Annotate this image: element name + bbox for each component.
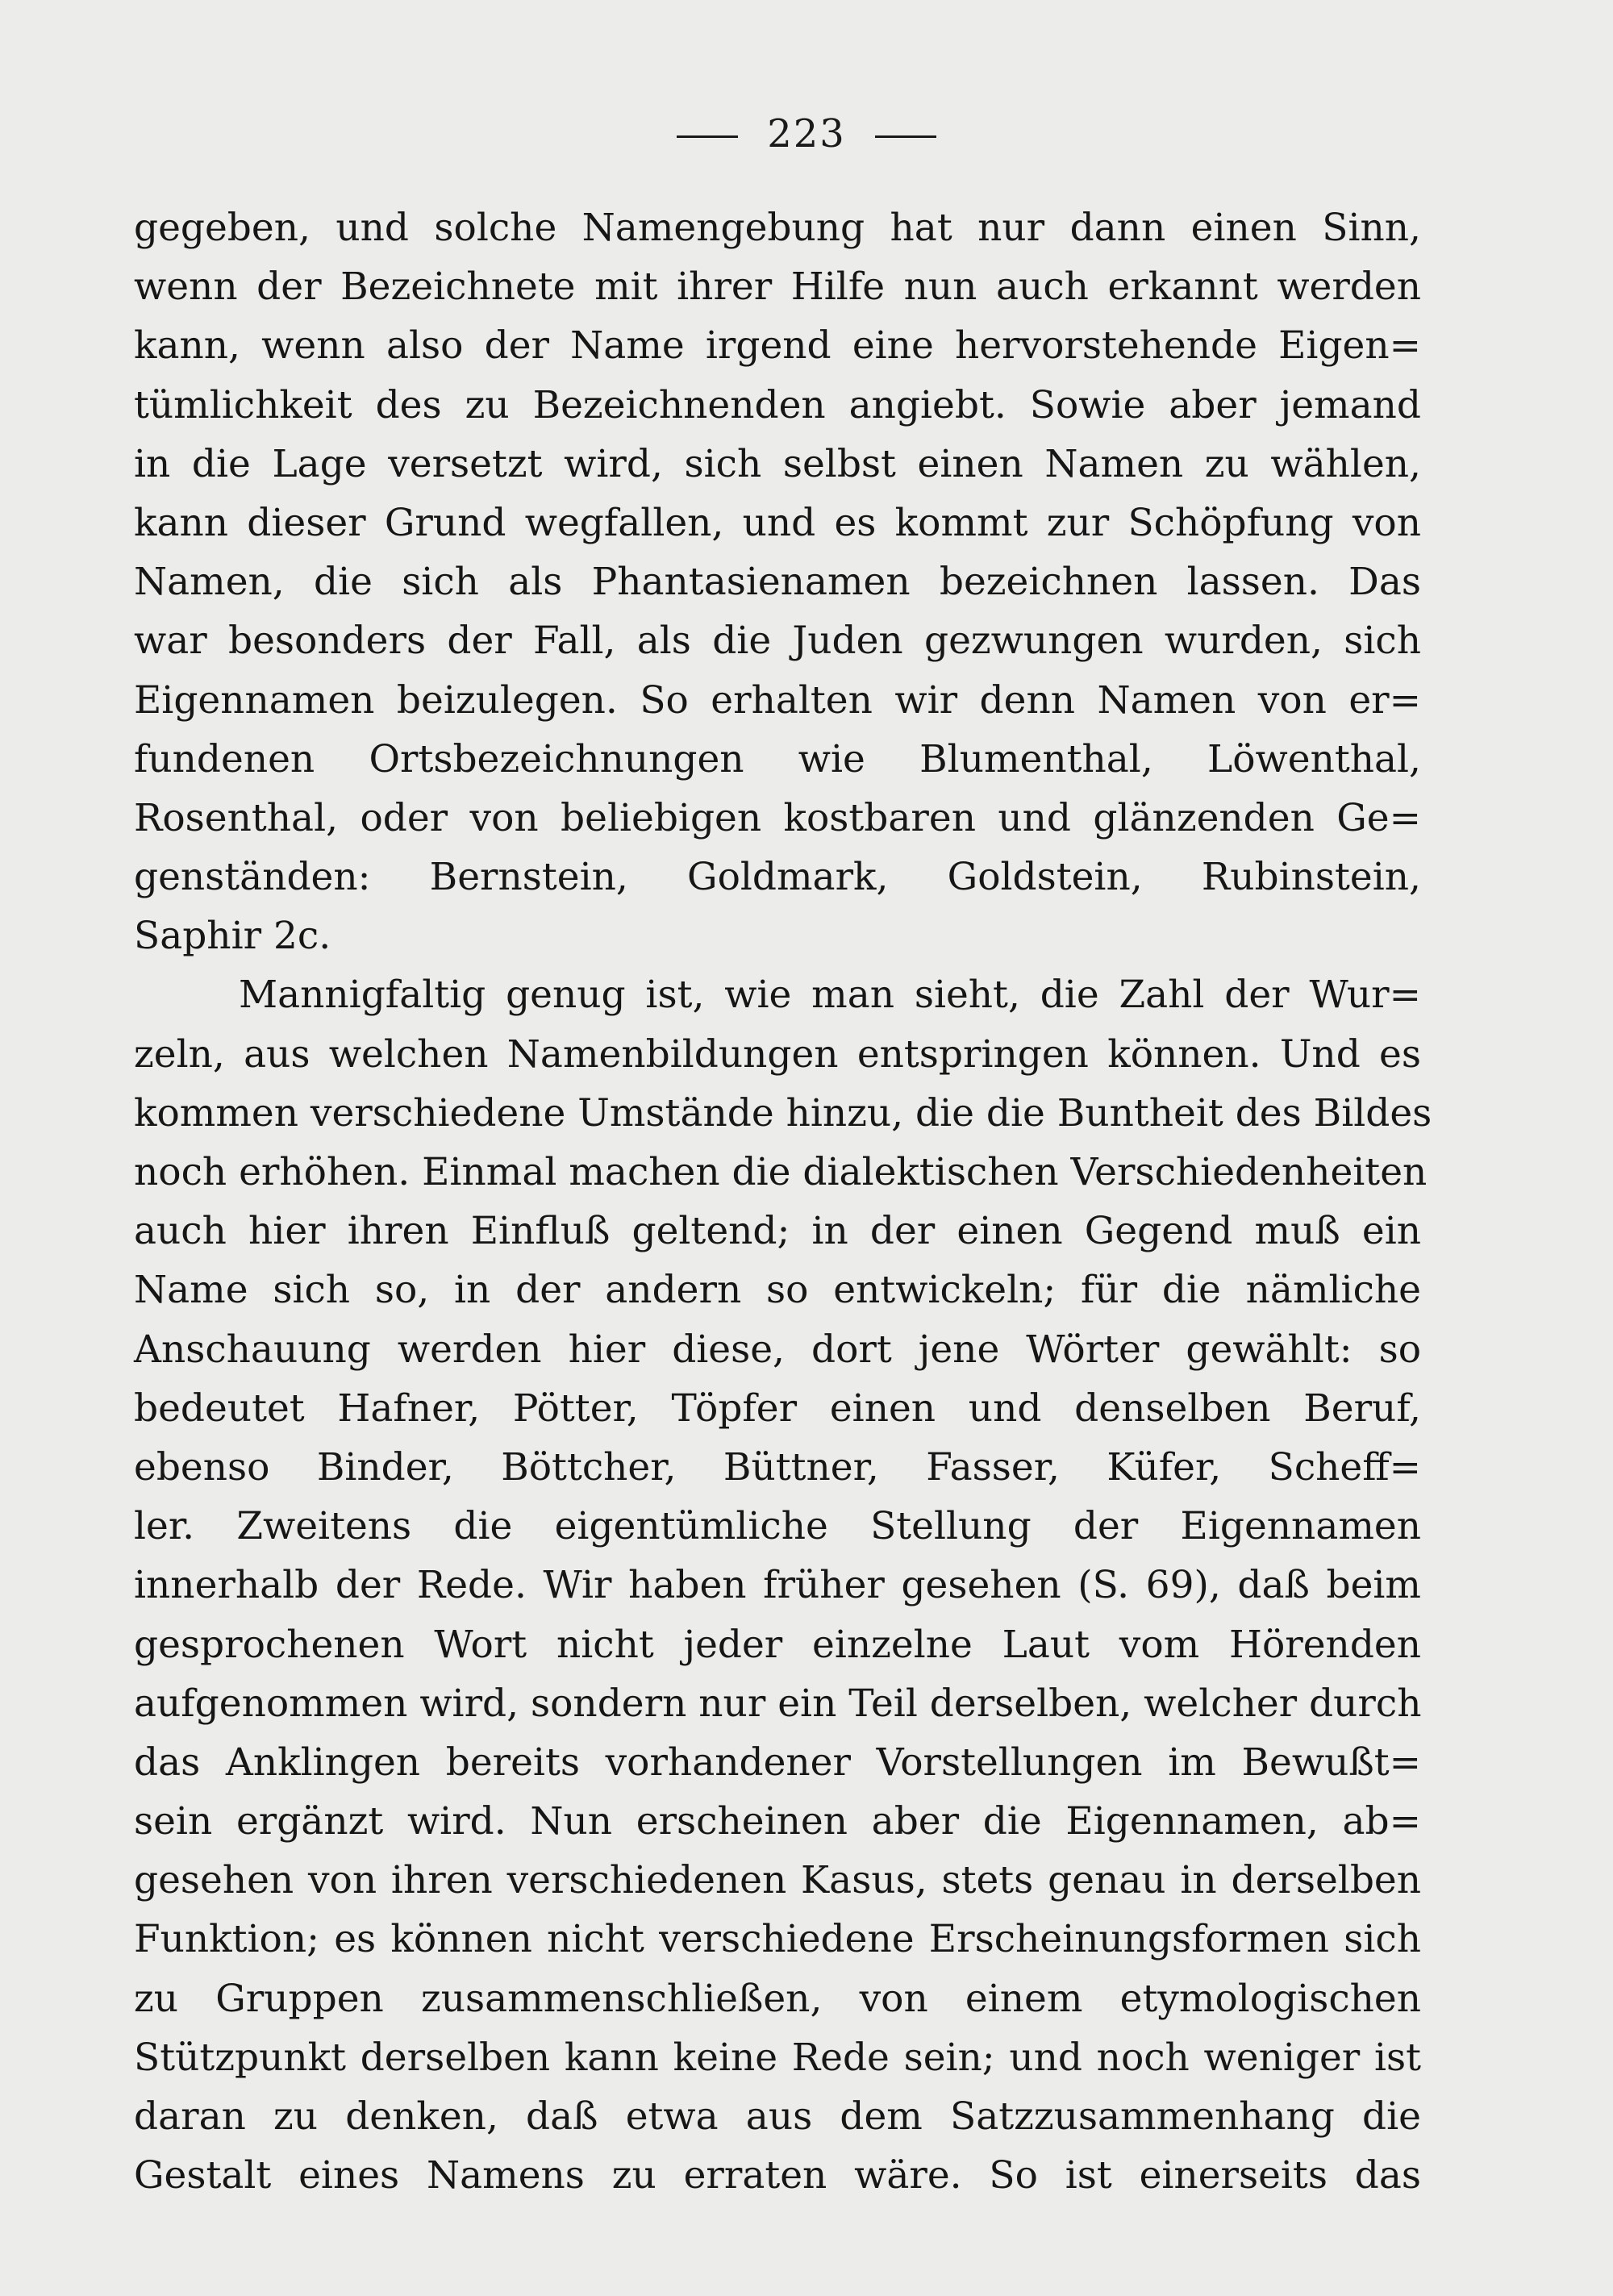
text-line: zu Gruppen zusammenschließen, von einem etymologischen [134,1976,1421,2021]
text-line: fundenen Ortsbezeichnungen wie Blumenthal, Löwenthal, [134,736,1421,781]
text-line: tümlichkeit des zu Bezeichnenden angiebt. Sowie aber jemand [134,382,1421,427]
text-line: gesehen von ihren verschiedenen Kasus, stets genau in derselben [134,1858,1421,1903]
text-line: Gestalt eines Namens zu erraten wäre. So ist einerseits das [134,2153,1421,2198]
text-line: Namen, die sich als Phantasienamen bezeichnen lassen. Das [134,560,1421,605]
header-dash-left [677,135,738,138]
text-line: bedeutet Hafner, Pötter, Töpfer einen und denselben Beruf, [134,1386,1421,1431]
text-line: wenn der Bezeichnete mit ihrer Hilfe nun auch erkannt werden [134,265,1421,310]
text-line: aufgenommen wird, sondern nur ein Teil derselben, welcher durch [134,1681,1422,1726]
page-header [0,111,1613,156]
text-line: kommen verschiedene Umstände hinzu, die die Buntheit des Bildes [134,1090,1432,1135]
text-line: Name sich so, in der andern so entwickeln; für die nämliche [134,1268,1421,1313]
text-line: Rosenthal, oder von beliebigen kostbaren und glänzenden Ge= [134,795,1421,840]
text-line: das Anklingen bereits vorhandener Vorstellungen im Bewußt= [134,1740,1421,1785]
page-number: 223 [767,111,846,156]
text-line: Funktion; es können nicht verschiedene Erscheinungsformen sich [134,1917,1421,1962]
text-line: zeln, aus welchen Namenbildungen entspringen können. Und es [134,1031,1421,1077]
header-dash-right [875,135,936,138]
text-line: noch erhöhen. Einmal machen die dialektischen Verschiedenheiten [134,1150,1428,1194]
text-line: kann dieser Grund wegfallen, und es kommt zur Schöpfung von [134,500,1421,545]
text-line: auch hier ihren Einfluß geltend; in der einen Gegend muß ein [134,1209,1421,1254]
text-line: in die Lage versetzt wird, sich selbst einen Namen zu wählen, [134,441,1421,486]
text-line: daran zu denken, daß etwa aus dem Satzzusammenhang die [134,2094,1421,2139]
text-line: Saphir 2c. [134,914,331,959]
text-line: war besonders der Fall, als die Juden gezwungen wurden, sich [134,619,1421,664]
text-line: gegeben, und solche Namengebung hat nur dann einen Sinn, [134,206,1421,250]
text-line: sein ergänzt wird. Nun erscheinen aber die Eigennamen, ab= [134,1799,1421,1844]
body-text [134,198,1432,2205]
text-line: kann, wenn also der Name irgend eine hervorstehende Eigen= [134,323,1421,369]
text-line: innerhalb der Rede. Wir haben früher gesehen (S. 69), daß beim [134,1563,1421,1608]
text-line: ebenso Binder, Böttcher, Büttner, Fasser, Küfer, Scheff= [134,1444,1421,1490]
text-line: Stützpunkt derselben kann keine Rede sein; und noch weniger ist [134,2035,1421,2080]
text-line: genständen: Bernstein, Goldmark, Goldstein, Rubinstein, [134,855,1421,900]
text-line: Eigennamen beizulegen. So erhalten wir denn Namen von er= [134,677,1421,723]
paragraph-start-line: Mannigfaltig genug ist, wie man sieht, die Zahl der Wur= [239,973,1421,1018]
text-line: gesprochenen Wort nicht jeder einzelne Laut vom Hörenden [134,1622,1421,1667]
text-line: Anschauung werden hier diese, dort jene Wörter gewählt: so [134,1327,1421,1372]
text-line: ler. Zweitens die eigentümliche Stellung der Eigennamen [134,1504,1421,1549]
